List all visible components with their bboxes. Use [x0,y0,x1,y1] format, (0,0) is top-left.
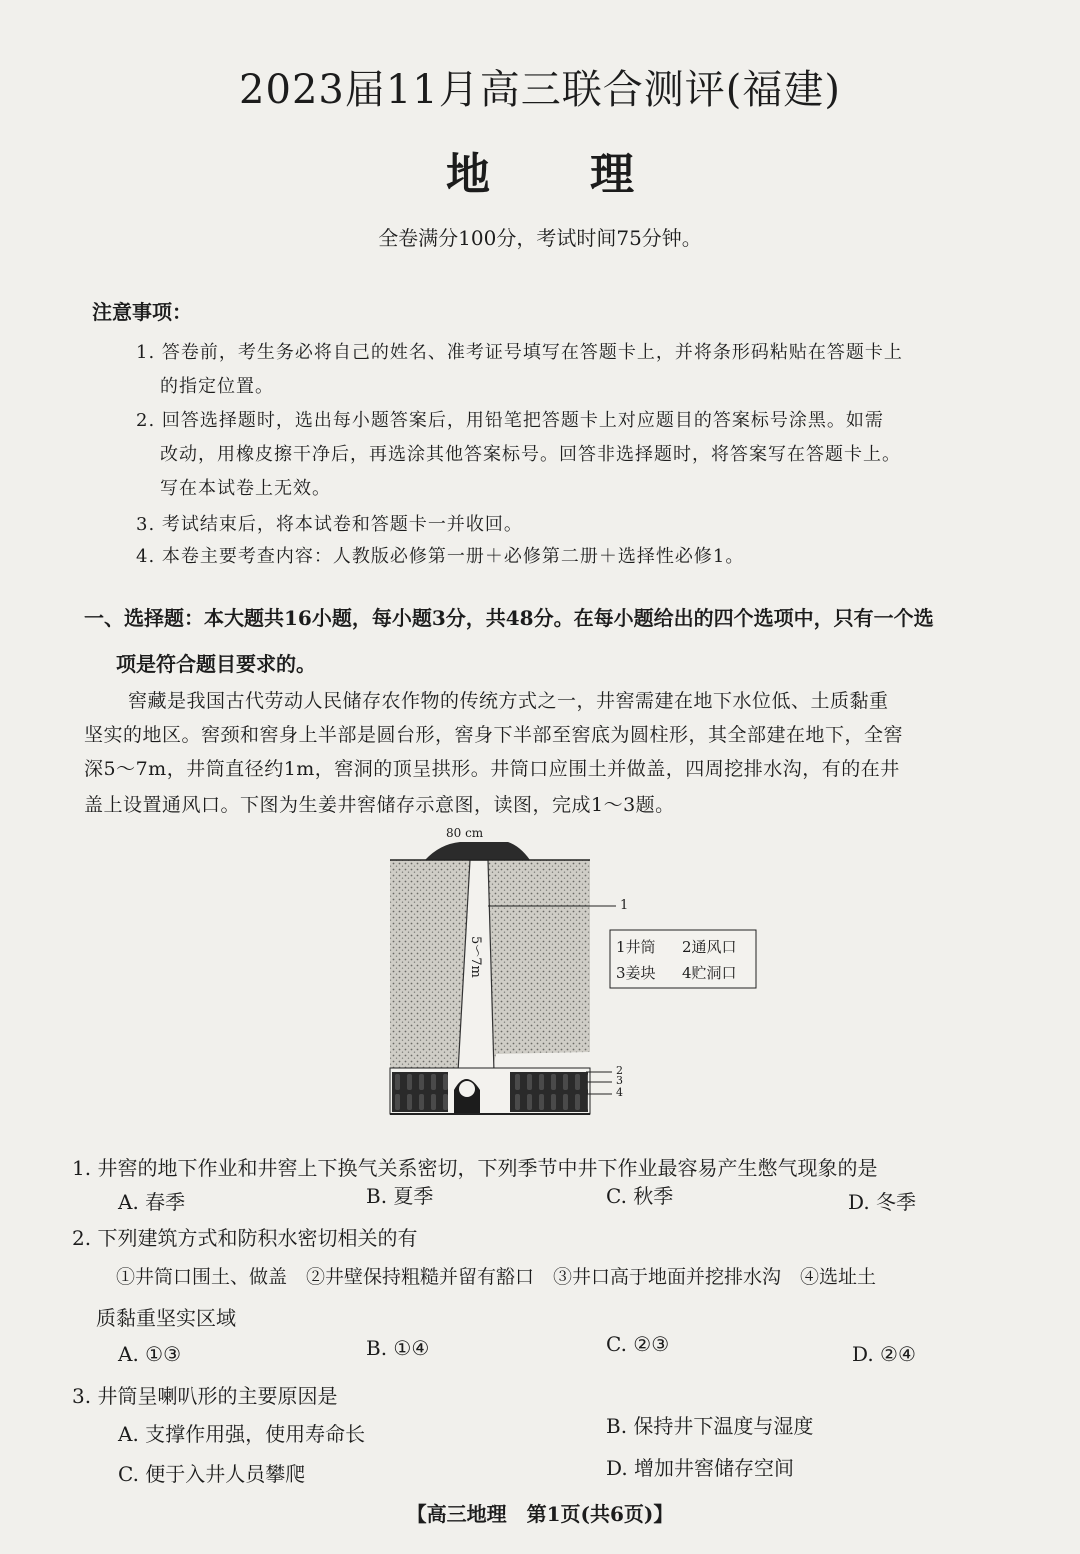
legend-item: 2通风口 [682,938,737,956]
marker-1-label: 1 [620,898,629,913]
note-line: 1. 答卷前，考生务必将自己的姓名、准考证号填写在答题卡上，并将条形码粘贴在答题卡上 [136,342,903,363]
ginger-left [392,1072,448,1112]
passage-line: 窖藏是我国古代劳动人民储存农作物的传统方式之一，井窖需建在地下水位低、土质黏重 [128,690,889,712]
marker-2-label: 2 [616,1064,623,1077]
legend-item: 4贮洞口 [682,964,737,982]
cellar-diagram [380,826,760,1122]
question-2-option-d[interactable]: D. ②④ [852,1342,916,1366]
depth-label: 5～7m [468,936,483,978]
passage-line: 坚实的地区。窖颈和窖身上半部是圆台形，窖身下半部至窖底为圆柱形，其全部建在地下，全窖 [84,724,904,746]
question-2-statements-cont: 质黏重坚实区域 [96,1306,236,1330]
question-1-option-d[interactable]: D. 冬季 [848,1190,917,1214]
question-3-option-d[interactable]: D. 增加井窖储存空间 [606,1456,795,1480]
question-1-option-a[interactable]: A. 春季 [118,1190,186,1214]
notes-heading: 注意事项： [92,300,192,324]
exam-info: 全卷满分100分，考试时间75分钟。 [378,226,702,250]
section-heading: 一、选择题：本大题共16小题，每小题3分，共48分。在每小题给出的四个选项中，只有一个选 [84,606,934,630]
question-2-statements: ①井筒口围土、做盖 ②井壁保持粗糙并留有豁口 ③井口高于地面并挖排水沟 ④选址土 [116,1266,877,1288]
legend-item: 1井筒 [616,938,656,956]
note-line: 的指定位置。 [160,376,274,397]
legend-item: 3姜块 [616,964,656,982]
marker-3-label: 3 [616,1074,623,1087]
soil-left [390,860,470,1072]
note-line: 3. 考试结束后，将本试卷和答题卡一并收回。 [136,514,523,535]
question-3-stem: 3. 井筒呈喇叭形的主要原因是 [72,1384,338,1408]
subject-title: 地理 [446,149,734,200]
soil-right [486,860,590,1072]
question-2-option-c[interactable]: C. ②③ [606,1332,670,1356]
marker-4-label: 4 [616,1086,623,1099]
passage-line: 深5～7m，井筒直径约1m，窖洞的顶呈拱形。井筒口应围土并做盖，四周挖排水沟，有的在井 [84,758,900,780]
note-line: 2. 回答选择题时，选出每小题答案后，用铅笔把答题卡上对应题目的答案标号涂黑。如需 [136,410,884,431]
question-3-option-b[interactable]: B. 保持井下温度与湿度 [606,1414,814,1438]
page-footer: 【高三地理 第1页(共6页)】 [406,1502,674,1526]
question-1-option-b[interactable]: B. 夏季 [366,1184,434,1208]
question-1-option-c[interactable]: C. 秋季 [606,1184,674,1208]
ginger-right [510,1072,588,1112]
question-2-stem: 2. 下列建筑方式和防积水密切相关的有 [72,1226,418,1250]
question-2-option-b[interactable]: B. ①④ [366,1336,430,1360]
note-line: 改动，用橡皮擦干净后，再选涂其他答案标号。回答非选择题时，将答案写在答题卡上。 [160,444,901,465]
section-heading-cont: 项是符合题目要求的。 [116,652,316,676]
passage-line: 盖上设置通风口。下图为生姜井窖储存示意图，读图，完成1～3题。 [84,794,675,816]
note-line: 写在本试卷上无效。 [160,478,331,499]
question-1-stem: 1. 井窖的地下作业和井窖上下换气关系密切，下列季节中井下作业最容易产生憋气现象的是 [72,1156,878,1180]
soil-mound [425,842,530,860]
exam-title: 2023届11月高三联合测评(福建) [239,67,841,113]
question-3-option-a[interactable]: A. 支撑作用强，使用寿命长 [118,1422,366,1446]
note-line: 4. 本卷主要考查内容：人教版必修第一册＋必修第二册＋选择性必修1。 [136,546,745,567]
question-2-option-a[interactable]: A. ①③ [118,1342,182,1366]
width-label: 80 cm [446,826,484,840]
question-3-option-c[interactable]: C. 便于入井人员攀爬 [118,1462,306,1486]
